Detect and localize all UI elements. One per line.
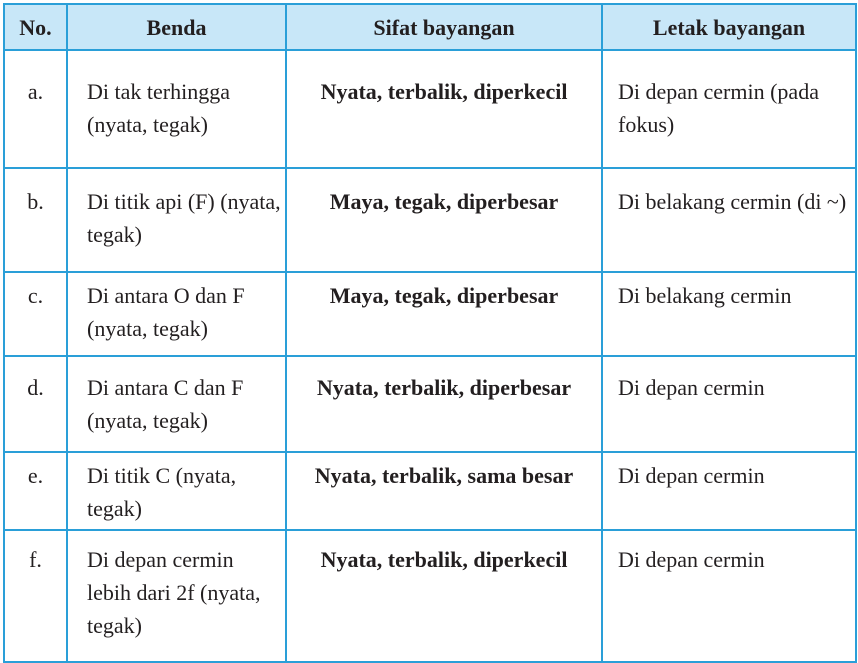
cell-no: a. <box>4 50 67 168</box>
cell-letak-bayangan: Di belakang cermin <box>602 272 856 356</box>
table-row <box>4 168 856 272</box>
table-row <box>4 50 856 168</box>
cell-sifat-bayangan: Nyata, terbalik, diperkecil <box>286 50 602 168</box>
cell-no: c. <box>4 272 67 356</box>
cell-letak-bayangan: Di belakang cermin (di ~) <box>602 168 856 272</box>
table-row <box>4 272 856 356</box>
cell-sifat-bayangan: Nyata, terbalik, diperbesar <box>286 356 602 452</box>
cell-no: d. <box>4 356 67 452</box>
image-properties-table <box>3 3 857 663</box>
cell-letak-bayangan: Di depan cermin <box>602 452 856 530</box>
table-row <box>4 356 856 452</box>
cell-no: e. <box>4 452 67 530</box>
cell-sifat-bayangan: Maya, tegak, diperbesar <box>286 272 602 356</box>
image-properties-table-container <box>3 3 855 638</box>
table-row <box>4 530 856 662</box>
cell-benda: Di titik api (F) (nyata, tegak) <box>67 168 286 272</box>
cell-no: f. <box>4 530 67 662</box>
cell-letak-bayangan: Di depan cermin <box>602 356 856 452</box>
header-benda: Benda <box>67 4 286 50</box>
table-body <box>4 50 856 662</box>
header-letak-bayangan: Letak bayangan <box>602 4 856 50</box>
cell-letak-bayangan: Di depan cermin <box>602 530 856 662</box>
cell-no: b. <box>4 168 67 272</box>
cell-sifat-bayangan: Maya, tegak, diperbesar <box>286 168 602 272</box>
header-row <box>4 4 856 50</box>
cell-benda: Di tak terhingga (nyata, tegak) <box>67 50 286 168</box>
header-no: No. <box>4 4 67 50</box>
table-header <box>4 4 856 50</box>
cell-benda: Di titik C (nyata, tegak) <box>67 452 286 530</box>
cell-benda: Di depan cermin lebih dari 2f (nyata, tegak) <box>67 530 286 662</box>
cell-benda: Di antara C dan F (nyata, tegak) <box>67 356 286 452</box>
table-row <box>4 452 856 530</box>
cell-sifat-bayangan: Nyata, terbalik, sama besar <box>286 452 602 530</box>
cell-sifat-bayangan: Nyata, terbalik, diperkecil <box>286 530 602 662</box>
cell-letak-bayangan: Di depan cermin (pada fokus) <box>602 50 856 168</box>
header-sifat-bayangan: Sifat bayangan <box>286 4 602 50</box>
cell-benda: Di antara O dan F (nyata, tegak) <box>67 272 286 356</box>
